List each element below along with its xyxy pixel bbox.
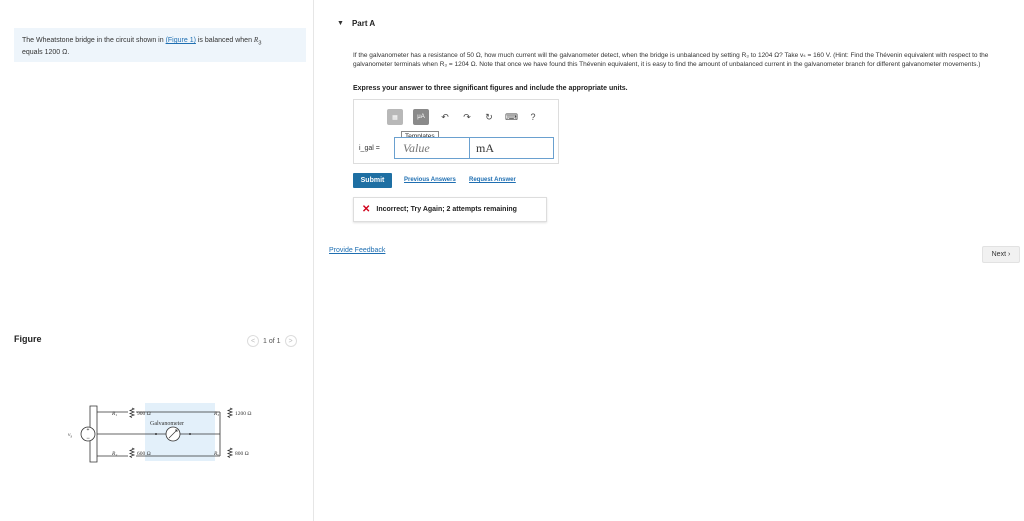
feedback-message xyxy=(353,197,547,222)
previous-answers-link[interactable]: Previous Answers xyxy=(404,177,456,183)
problem-statement xyxy=(14,28,306,62)
feedback-text: Incorrect; Try Again; 2 attempts remaining xyxy=(376,206,517,213)
source-plus: + xyxy=(86,427,90,433)
units-button[interactable]: μA xyxy=(413,109,429,125)
templates-button[interactable]: ▦ xyxy=(387,109,403,125)
r3-label: R₃ xyxy=(214,411,220,417)
next-figure-button[interactable]: > xyxy=(285,335,297,347)
part-title: Part A xyxy=(351,19,376,28)
r1-value: 900 Ω xyxy=(137,411,151,417)
problem-text-after: is balanced when xyxy=(195,37,254,44)
r3-variable: R xyxy=(253,36,259,44)
rx-value: 800 Ω xyxy=(235,451,249,457)
submit-button[interactable]: Submit xyxy=(353,173,392,188)
r1-label: R₁ xyxy=(112,411,118,417)
terminal-a xyxy=(155,433,157,435)
instructions-text: Express your answer to three significant figures and include the appropriate units. xyxy=(353,85,628,92)
r3-value: 1200 Ω xyxy=(235,411,252,417)
answer-row xyxy=(359,137,554,159)
answer-label: i_gal = xyxy=(359,144,380,152)
prev-figure-button[interactable]: < xyxy=(247,335,259,347)
keyboard-icon[interactable]: ⌨ xyxy=(505,111,518,122)
answer-box xyxy=(353,99,559,164)
pager-text: 1 of 1 xyxy=(263,337,281,345)
math-toolbar xyxy=(387,109,539,125)
part-header[interactable] xyxy=(337,19,375,28)
problem-text-before: The Wheatstone bridge in the circuit shown in xyxy=(22,37,166,44)
chevron-right-icon: › xyxy=(1008,251,1011,258)
reset-icon[interactable]: ↻ xyxy=(485,111,493,122)
source-minus: − xyxy=(86,436,90,442)
figure-pager xyxy=(247,335,297,347)
rx-label: Rₓ xyxy=(214,451,219,457)
error-x-icon: ✕ xyxy=(362,204,371,215)
provide-feedback-link[interactable]: Provide Feedback xyxy=(329,247,386,254)
galvanometer-label: Galvanometer xyxy=(150,421,184,427)
next-button[interactable] xyxy=(982,246,1020,263)
right-pane xyxy=(315,0,1024,521)
collapse-triangle-icon[interactable]: ▼ xyxy=(337,20,344,27)
question-text: If the galvanometer has a resistance of 50 Ω, how much current will the galvanometer detect, when the bridge is unbalanced by setting R₃ to 1204 Ω? Take vₛ = 160 V. (Hint: Find the Thévenin equivalent with respect to the galvanometer terminals when R₃ = 1204 Ω. Note that once we have found this Thévenin equivalent, it is easy to find the amount of unbalanced current in the galvanometer branch for different galvanometer movements.) xyxy=(353,52,989,68)
next-label: Next xyxy=(991,251,1007,258)
unit-input[interactable] xyxy=(470,137,554,159)
r2-value: 600 Ω xyxy=(137,451,151,457)
figure-label: Figure xyxy=(14,334,42,344)
r3-subscript: 3 xyxy=(258,40,262,47)
figure-link[interactable]: (Figure 1) xyxy=(165,37,196,44)
problem-line2: equals 1200 Ω. xyxy=(22,49,70,57)
circuit-diagram xyxy=(60,400,280,475)
redo-icon[interactable]: ↷ xyxy=(463,111,471,122)
value-input[interactable] xyxy=(394,137,470,159)
terminal-b xyxy=(189,433,191,435)
left-pane xyxy=(0,0,314,521)
r2-label: R₂ xyxy=(112,451,118,457)
help-icon[interactable]: ? xyxy=(530,112,536,122)
undo-icon[interactable]: ↶ xyxy=(441,111,449,122)
source-label: $v_s$ xyxy=(68,432,73,439)
request-answer-link[interactable]: Request Answer xyxy=(469,177,516,183)
